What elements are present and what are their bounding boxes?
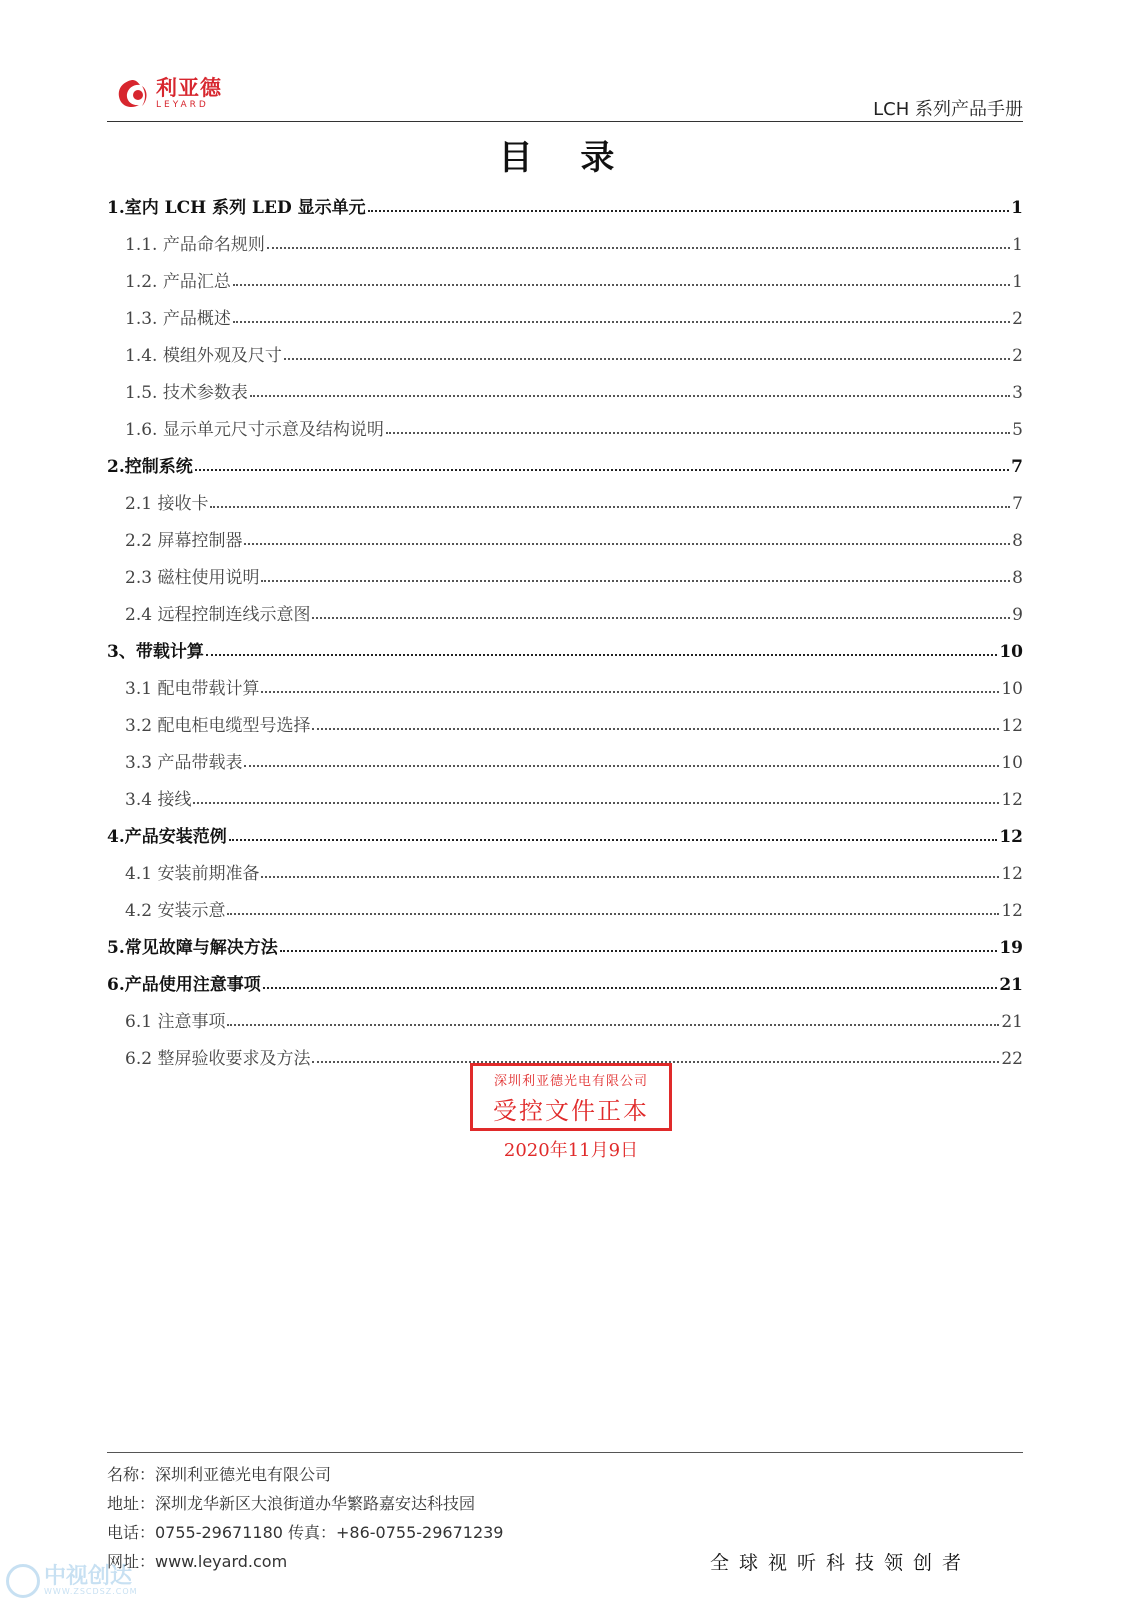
toc-entry-page: 10 [1001,753,1023,773]
toc-entry-label: 1.4. 模组外观及尺寸 [125,346,282,366]
toc-entry[interactable] [107,819,1023,847]
toc-entry[interactable] [107,782,1023,810]
toc-leader-dots [368,210,1010,212]
toc-entry-page: 12 [999,827,1023,847]
toc-entry-label: 1.2. 产品汇总 [125,272,231,292]
toc-entry-label: 3、带载计算 [107,642,204,662]
toc-leader-dots [206,654,997,656]
toc-entry-page: 19 [999,938,1023,958]
toc-leader-dots [227,1024,999,1026]
watermark-circle-icon [6,1564,40,1598]
toc-entry[interactable] [107,560,1023,588]
toc-leader-dots [229,839,998,841]
toc-leader-dots [261,876,999,878]
toc-entry-label: 1.6. 显示单元尺寸示意及结构说明 [125,420,384,440]
toc-entry[interactable] [107,708,1023,736]
company-logo [112,76,222,112]
manual-title: LCH 系列产品手册 [873,99,1023,120]
toc-entry-label: 4.产品安装范例 [107,827,227,847]
toc-entry[interactable] [107,412,1023,440]
stamp-text: 受控文件正本 [493,1097,649,1125]
toc-entry-page: 7 [1012,494,1023,514]
page-title: 目 录 [498,138,633,178]
toc-entry-label: 4.2 安装示意 [125,901,226,921]
stamp-company: 深圳利亚德光电有限公司 [493,1074,648,1089]
toc-leader-dots [386,432,1010,434]
stamp-date: 2020年11月9日 [503,1140,639,1161]
toc-leader-dots [250,395,1010,397]
watermark-en-text: WWW.ZSCDSZ.COM [44,1587,138,1596]
toc-entry-page: 10 [999,642,1023,662]
toc-entry[interactable] [107,301,1023,329]
toc-leader-dots [267,247,1010,249]
toc-entry[interactable] [107,671,1023,699]
toc-entry[interactable] [107,523,1023,551]
controlled-document-stamp [470,1063,672,1131]
toc-leader-dots [280,950,998,952]
toc-entry-page: 3 [1012,383,1023,403]
toc-entry[interactable] [107,375,1023,403]
toc-entry-label: 1.1. 产品命名规则 [125,235,265,255]
toc-entry-page: 1 [1012,235,1023,255]
toc-entry[interactable] [107,264,1023,292]
toc-entry-label: 4.1 安装前期准备 [125,864,260,884]
footer-slogan: 全球视听科技领创者 [709,1552,971,1574]
toc-entry[interactable] [107,227,1023,255]
toc-entry-label: 6.1 注意事项 [125,1012,226,1032]
toc-entry-page: 8 [1012,531,1023,551]
toc-entry[interactable] [107,967,1023,995]
toc-entry-label: 1.5. 技术参数表 [125,383,248,403]
leyard-logo-icon [112,76,152,112]
toc-leader-dots [233,284,1010,286]
toc-entry[interactable] [107,338,1023,366]
toc-entry-page: 7 [1011,457,1023,477]
toc-leader-dots [193,802,999,804]
toc-entry-label: 6.产品使用注意事项 [107,975,261,995]
toc-entry-label: 2.2 屏幕控制器 [125,531,243,551]
toc-entry-page: 2 [1012,346,1023,366]
toc-entry-page: 2 [1012,309,1023,329]
toc-entry-label: 2.控制系统 [107,457,193,477]
toc-leader-dots [244,765,999,767]
toc-entry-page: 10 [1001,679,1023,699]
toc-entry[interactable] [107,190,1023,218]
toc-entry-page: 5 [1012,420,1023,440]
toc-entry-page: 21 [1001,1012,1023,1032]
footer-phone-fax: 电话：0755-29671180 传真：+86-0755-29671239 [107,1523,504,1542]
toc-leader-dots [233,321,1010,323]
toc-entry[interactable] [107,634,1023,662]
toc-leader-dots [244,543,1010,545]
footer-address: 地址：深圳龙华新区大浪街道办华繁路嘉安达科技园 [107,1494,476,1513]
toc-leader-dots [261,580,1010,582]
toc-entry-page: 22 [1001,1049,1023,1069]
toc-entry-page: 12 [1001,716,1023,736]
toc-leader-dots [312,617,1010,619]
watermark-logo [6,1564,138,1598]
toc-entry-page: 8 [1012,568,1023,588]
footer-divider [107,1452,1023,1453]
toc-leader-dots [312,728,999,730]
toc-leader-dots [261,691,999,693]
toc-entry-page: 1 [1012,272,1023,292]
toc-entry[interactable] [107,745,1023,773]
toc-leader-dots [227,913,999,915]
toc-entry-label: 2.1 接收卡 [125,494,209,514]
toc-entry-page: 12 [1001,864,1023,884]
toc-entry-label: 1.室内 LCH 系列 LED 显示单元 [107,198,366,218]
toc-entry-label: 2.4 远程控制连线示意图 [125,605,311,625]
toc-entry-page: 12 [1001,790,1023,810]
toc-entry-page: 1 [1011,198,1023,218]
toc-entry[interactable] [107,930,1023,958]
footer-contact-info [107,1460,504,1576]
toc-entry-label: 6.2 整屏验收要求及方法 [125,1049,311,1069]
toc-leader-dots [263,987,998,989]
toc-entry[interactable] [107,597,1023,625]
toc-leader-dots [284,358,1010,360]
footer-website: 网址：www.leyard.com [107,1552,288,1571]
toc-entry-label: 3.2 配电柜电缆型号选择 [125,716,311,736]
toc-entry[interactable] [107,486,1023,514]
footer-company-name: 名称：深圳利亚德光电有限公司 [107,1465,332,1484]
toc-entry[interactable] [107,1004,1023,1032]
watermark-cn-text: 中视创达 [44,1564,133,1589]
toc-entry-label: 5.常见故障与解决方法 [107,938,278,958]
toc-entry-label: 3.1 配电带载计算 [125,679,260,699]
header-divider [107,121,1023,122]
toc-entry[interactable] [107,893,1023,921]
toc-entry[interactable] [107,856,1023,884]
toc-entry-label: 1.3. 产品概述 [125,309,231,329]
toc-leader-dots [210,506,1010,508]
toc-leader-dots [195,469,1009,471]
logo-en-text: LEYARD [156,100,209,110]
toc-entry-page: 9 [1012,605,1023,625]
logo-cn-text: 利亚德 [156,76,222,100]
toc-entry-label: 2.3 磁柱使用说明 [125,568,260,588]
toc-entry[interactable] [107,449,1023,477]
toc-entry-page: 12 [1001,901,1023,921]
toc-entry-page: 21 [999,975,1023,995]
toc-entry-label: 3.3 产品带载表 [125,753,243,773]
toc-entry-label: 3.4 接线 [125,790,192,810]
